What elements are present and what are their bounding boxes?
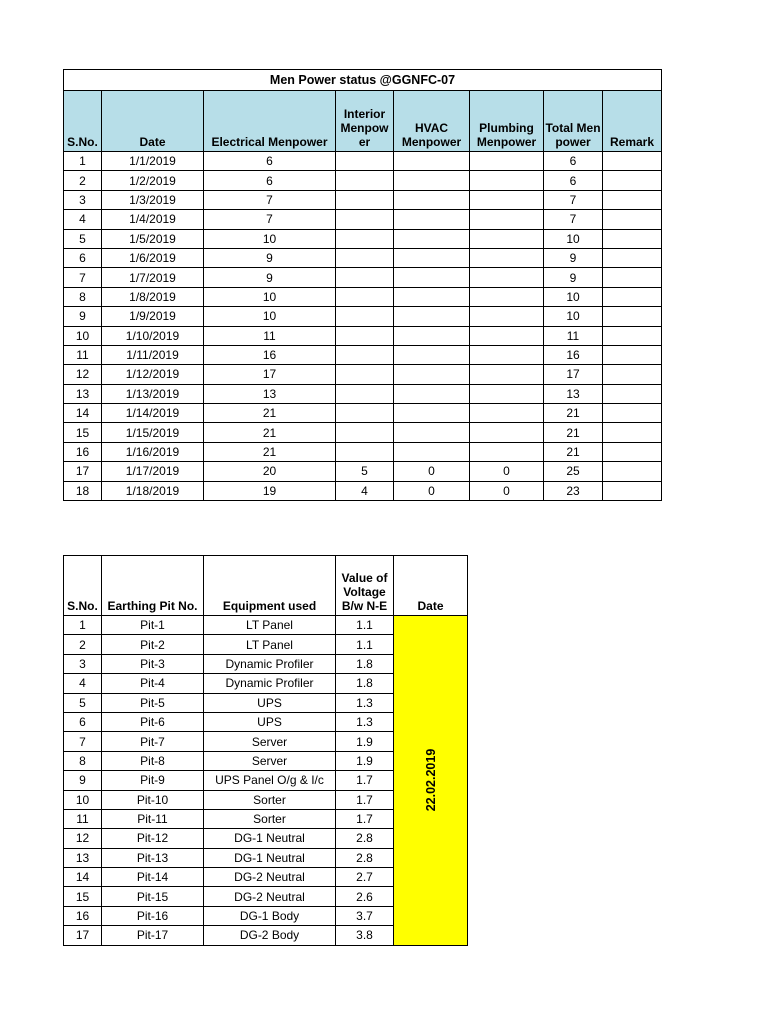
table-cell — [603, 210, 662, 229]
table-cell — [603, 229, 662, 248]
table-cell: 2 — [64, 171, 102, 190]
table-cell: 8 — [64, 751, 102, 770]
table-row — [64, 462, 662, 481]
table-cell — [470, 248, 544, 267]
manpower-table-title: Men Power status @GGNFC-07 — [64, 70, 662, 91]
table-cell: Server — [204, 732, 336, 751]
table-row — [64, 190, 662, 209]
table-cell: Sorter — [204, 809, 336, 828]
table-cell: 1/13/2019 — [102, 384, 204, 403]
table-cell: 0 — [394, 462, 470, 481]
col-header-date: Date — [394, 556, 468, 616]
table-row — [64, 442, 662, 461]
table-cell: Pit-1 — [102, 616, 204, 635]
table-cell: 14 — [64, 868, 102, 887]
table-row — [64, 152, 662, 171]
table-cell: 5 — [64, 693, 102, 712]
table-cell — [470, 287, 544, 306]
table-cell — [336, 384, 394, 403]
table-cell: 4 — [64, 210, 102, 229]
table-cell: 2 — [64, 635, 102, 654]
table-cell — [603, 442, 662, 461]
table-cell: Pit-10 — [102, 790, 204, 809]
col-header-electrical-menpower: Electrical Menpower — [204, 91, 336, 152]
table-cell: 5 — [64, 229, 102, 248]
table-cell — [336, 423, 394, 442]
table-cell: 0 — [470, 481, 544, 500]
table-cell: 1.7 — [336, 771, 394, 790]
col-header-equipment-used: Equipment used — [204, 556, 336, 616]
table-row — [64, 384, 662, 403]
table-cell — [394, 152, 470, 171]
table-row — [64, 365, 662, 384]
table-cell — [470, 171, 544, 190]
earthing-pit-table — [63, 555, 468, 946]
table-cell: 6 — [544, 171, 603, 190]
table-cell: DG-1 Body — [204, 906, 336, 925]
col-header-s-no: S.No. — [64, 91, 102, 152]
table-cell — [336, 190, 394, 209]
table-cell: Dynamic Profiler — [204, 654, 336, 673]
table-cell — [394, 384, 470, 403]
table-cell — [394, 229, 470, 248]
table-cell: DG-1 Neutral — [204, 848, 336, 867]
table-cell: 6 — [544, 152, 603, 171]
table-row — [64, 345, 662, 364]
table-cell — [394, 404, 470, 423]
table-cell: Pit-9 — [102, 771, 204, 790]
table-row — [64, 171, 662, 190]
table-cell: 1/11/2019 — [102, 345, 204, 364]
table-cell: Pit-8 — [102, 751, 204, 770]
table-cell: 9 — [544, 268, 603, 287]
table-cell — [336, 287, 394, 306]
table-cell — [603, 152, 662, 171]
table-cell: LT Panel — [204, 616, 336, 635]
table-cell — [394, 365, 470, 384]
col-header-date: Date — [102, 91, 204, 152]
table-row — [64, 307, 662, 326]
table-cell: 1/10/2019 — [102, 326, 204, 345]
table-cell: Pit-2 — [102, 635, 204, 654]
table-cell: 17 — [204, 365, 336, 384]
table-cell: 11 — [64, 345, 102, 364]
table-cell: 11 — [544, 326, 603, 345]
table-cell: Pit-11 — [102, 809, 204, 828]
col-header-value-of-voltage-b-w-n-e: Value of Voltage B/w N-E — [336, 556, 394, 616]
table-cell: 1.9 — [336, 732, 394, 751]
table-cell: 14 — [64, 404, 102, 423]
table-cell: 11 — [64, 809, 102, 828]
table-cell — [470, 268, 544, 287]
table-cell: DG-2 Neutral — [204, 887, 336, 906]
table-cell: 1/1/2019 — [102, 152, 204, 171]
table-cell: 19 — [204, 481, 336, 500]
table-cell — [470, 345, 544, 364]
table-cell: Pit-14 — [102, 868, 204, 887]
table-cell: 2.8 — [336, 829, 394, 848]
table-cell: 1.3 — [336, 693, 394, 712]
table-cell: 13 — [204, 384, 336, 403]
table-row — [64, 404, 662, 423]
table-cell: 6 — [64, 248, 102, 267]
table-row — [64, 210, 662, 229]
table-cell: 1/15/2019 — [102, 423, 204, 442]
table-cell: 1 — [64, 152, 102, 171]
table-cell: Server — [204, 751, 336, 770]
table-cell — [470, 307, 544, 326]
table-cell — [603, 384, 662, 403]
table-cell — [470, 384, 544, 403]
table-cell: Pit-6 — [102, 712, 204, 731]
table-cell: 9 — [64, 307, 102, 326]
table-cell: 1.1 — [336, 635, 394, 654]
table-cell — [603, 190, 662, 209]
col-header-plumbing-menpower: Plumbing Menpower — [470, 91, 544, 152]
table-cell: LT Panel — [204, 635, 336, 654]
table-cell — [470, 229, 544, 248]
table-cell: 17 — [64, 926, 102, 945]
table-cell: 1/3/2019 — [102, 190, 204, 209]
table-cell — [603, 365, 662, 384]
table-cell — [336, 307, 394, 326]
table-cell: 16 — [64, 442, 102, 461]
table-cell: 7 — [64, 268, 102, 287]
col-header-hvac-menpower: HVAC Menpower — [394, 91, 470, 152]
table-cell: 1.7 — [336, 790, 394, 809]
table-cell — [603, 248, 662, 267]
table-cell: Pit-4 — [102, 674, 204, 693]
table-cell — [394, 190, 470, 209]
table-row — [64, 229, 662, 248]
table-cell — [336, 326, 394, 345]
table-cell: 9 — [204, 268, 336, 287]
table-cell: Pit-17 — [102, 926, 204, 945]
table-cell: 10 — [204, 229, 336, 248]
table-cell: 10 — [544, 287, 603, 306]
table-cell — [470, 210, 544, 229]
table-cell: 16 — [64, 906, 102, 925]
table-cell: 1/4/2019 — [102, 210, 204, 229]
table-cell — [336, 345, 394, 364]
table-cell: 1.7 — [336, 809, 394, 828]
table-cell: 7 — [544, 210, 603, 229]
table-cell: 20 — [204, 462, 336, 481]
table-cell: 21 — [544, 442, 603, 461]
table-cell: UPS — [204, 693, 336, 712]
table-cell: Pit-7 — [102, 732, 204, 751]
table-row — [64, 423, 662, 442]
table-cell: DG-1 Neutral — [204, 829, 336, 848]
col-header-earthing-pit-no: Earthing Pit No. — [102, 556, 204, 616]
table-cell — [336, 404, 394, 423]
table-cell: 6 — [204, 152, 336, 171]
table-cell — [470, 404, 544, 423]
table-cell — [470, 326, 544, 345]
table-cell: 9 — [204, 248, 336, 267]
table-cell — [336, 171, 394, 190]
table-row — [64, 268, 662, 287]
table-cell: DG-2 Neutral — [204, 868, 336, 887]
table-cell: 16 — [544, 345, 603, 364]
table-cell — [394, 345, 470, 364]
table-cell: 7 — [204, 210, 336, 229]
table-cell: 12 — [64, 365, 102, 384]
table-cell: 21 — [544, 423, 603, 442]
table-row — [64, 287, 662, 306]
table-cell — [470, 190, 544, 209]
table-cell: 13 — [544, 384, 603, 403]
table-cell: 2.8 — [336, 848, 394, 867]
table-cell — [603, 287, 662, 306]
table-cell: 21 — [204, 442, 336, 461]
table-cell: 16 — [204, 345, 336, 364]
table-cell: 1.8 — [336, 674, 394, 693]
table-cell: 12 — [64, 829, 102, 848]
table-cell: DG-2 Body — [204, 926, 336, 945]
table-cell: 10 — [544, 229, 603, 248]
table-cell: 1/14/2019 — [102, 404, 204, 423]
table-cell: 7 — [204, 190, 336, 209]
table-cell: 18 — [64, 481, 102, 500]
table-cell: Pit-16 — [102, 906, 204, 925]
table-cell: 3.7 — [336, 906, 394, 925]
table-cell: 1/9/2019 — [102, 307, 204, 326]
table-cell — [394, 268, 470, 287]
table-cell — [394, 423, 470, 442]
table-row — [64, 326, 662, 345]
table-cell — [394, 287, 470, 306]
table-cell: 8 — [64, 287, 102, 306]
table-cell — [394, 210, 470, 229]
table-cell: 3 — [64, 190, 102, 209]
table-cell: 1/12/2019 — [102, 365, 204, 384]
table-cell: 6 — [64, 712, 102, 731]
table-cell: 10 — [544, 307, 603, 326]
table-cell: 7 — [544, 190, 603, 209]
table-cell: 1/16/2019 — [102, 442, 204, 461]
table-cell: 1/2/2019 — [102, 171, 204, 190]
table-cell — [336, 248, 394, 267]
table-cell: 17 — [544, 365, 603, 384]
table-cell: Sorter — [204, 790, 336, 809]
table-cell: UPS Panel O/g & I/c — [204, 771, 336, 790]
table-cell: 1.3 — [336, 712, 394, 731]
table-cell: 21 — [204, 423, 336, 442]
table-cell: 2.7 — [336, 868, 394, 887]
table-cell: 9 — [544, 248, 603, 267]
table-cell — [336, 365, 394, 384]
table-cell: 13 — [64, 384, 102, 403]
table-cell: 10 — [204, 307, 336, 326]
table-cell: 10 — [204, 287, 336, 306]
table-cell: 6 — [204, 171, 336, 190]
table-cell: 15 — [64, 423, 102, 442]
table-cell — [470, 442, 544, 461]
table-cell: 1.1 — [336, 616, 394, 635]
table-cell: Pit-12 — [102, 829, 204, 848]
table-cell — [336, 152, 394, 171]
table-cell — [336, 268, 394, 287]
table-cell — [470, 365, 544, 384]
table-cell: 4 — [336, 481, 394, 500]
table-cell — [603, 481, 662, 500]
table-cell — [394, 248, 470, 267]
table-cell: 3.8 — [336, 926, 394, 945]
table-cell: 1/5/2019 — [102, 229, 204, 248]
table-cell — [603, 307, 662, 326]
table-cell — [603, 345, 662, 364]
table-cell — [603, 462, 662, 481]
table-cell — [470, 423, 544, 442]
table-cell — [603, 171, 662, 190]
table-cell: Pit-3 — [102, 654, 204, 673]
table-cell: 11 — [204, 326, 336, 345]
table-cell — [394, 171, 470, 190]
table-cell: 1/8/2019 — [102, 287, 204, 306]
table-cell: Dynamic Profiler — [204, 674, 336, 693]
table-cell: 21 — [204, 404, 336, 423]
table-cell: 4 — [64, 674, 102, 693]
col-header-interior-menpow-er: Interior Menpow er — [336, 91, 394, 152]
table-cell: 10 — [64, 326, 102, 345]
table-cell — [603, 423, 662, 442]
table-cell: 17 — [64, 462, 102, 481]
table-row — [64, 616, 468, 635]
table-cell: 15 — [64, 887, 102, 906]
table-cell — [470, 152, 544, 171]
table-cell — [336, 442, 394, 461]
table-cell — [394, 442, 470, 461]
table-cell: Pit-5 — [102, 693, 204, 712]
table-cell: Pit-15 — [102, 887, 204, 906]
table-cell: 10 — [64, 790, 102, 809]
table-cell: 3 — [64, 654, 102, 673]
table-cell: 1.8 — [336, 654, 394, 673]
col-header-s-no: S.No. — [64, 556, 102, 616]
col-header-remark: Remark — [603, 91, 662, 152]
table-cell: 1/6/2019 — [102, 248, 204, 267]
table-cell — [603, 404, 662, 423]
table-cell: 23 — [544, 481, 603, 500]
manpower-status-table — [63, 69, 662, 501]
table-cell — [336, 229, 394, 248]
table-cell: Pit-13 — [102, 848, 204, 867]
table-cell: 1/18/2019 — [102, 481, 204, 500]
table-cell — [394, 307, 470, 326]
table-cell — [336, 210, 394, 229]
table-cell: 0 — [470, 462, 544, 481]
table-cell: 13 — [64, 848, 102, 867]
table-cell: 1 — [64, 616, 102, 635]
table-cell — [394, 326, 470, 345]
table-row — [64, 481, 662, 500]
table-cell: UPS — [204, 712, 336, 731]
table-row — [64, 248, 662, 267]
table-cell: 9 — [64, 771, 102, 790]
table-cell — [603, 268, 662, 287]
col-header-total-men-power: Total Men power — [544, 91, 603, 152]
table-cell: 1/17/2019 — [102, 462, 204, 481]
table-cell: 5 — [336, 462, 394, 481]
table-cell: 0 — [394, 481, 470, 500]
table-cell: 1.9 — [336, 751, 394, 770]
table-cell — [603, 326, 662, 345]
table-cell: 25 — [544, 462, 603, 481]
table-cell: 1/7/2019 — [102, 268, 204, 287]
date-value: 22.02.2019 — [423, 749, 438, 812]
table-cell: 21 — [544, 404, 603, 423]
date-cell — [394, 616, 468, 946]
table-cell: 7 — [64, 732, 102, 751]
table-cell: 2.6 — [336, 887, 394, 906]
